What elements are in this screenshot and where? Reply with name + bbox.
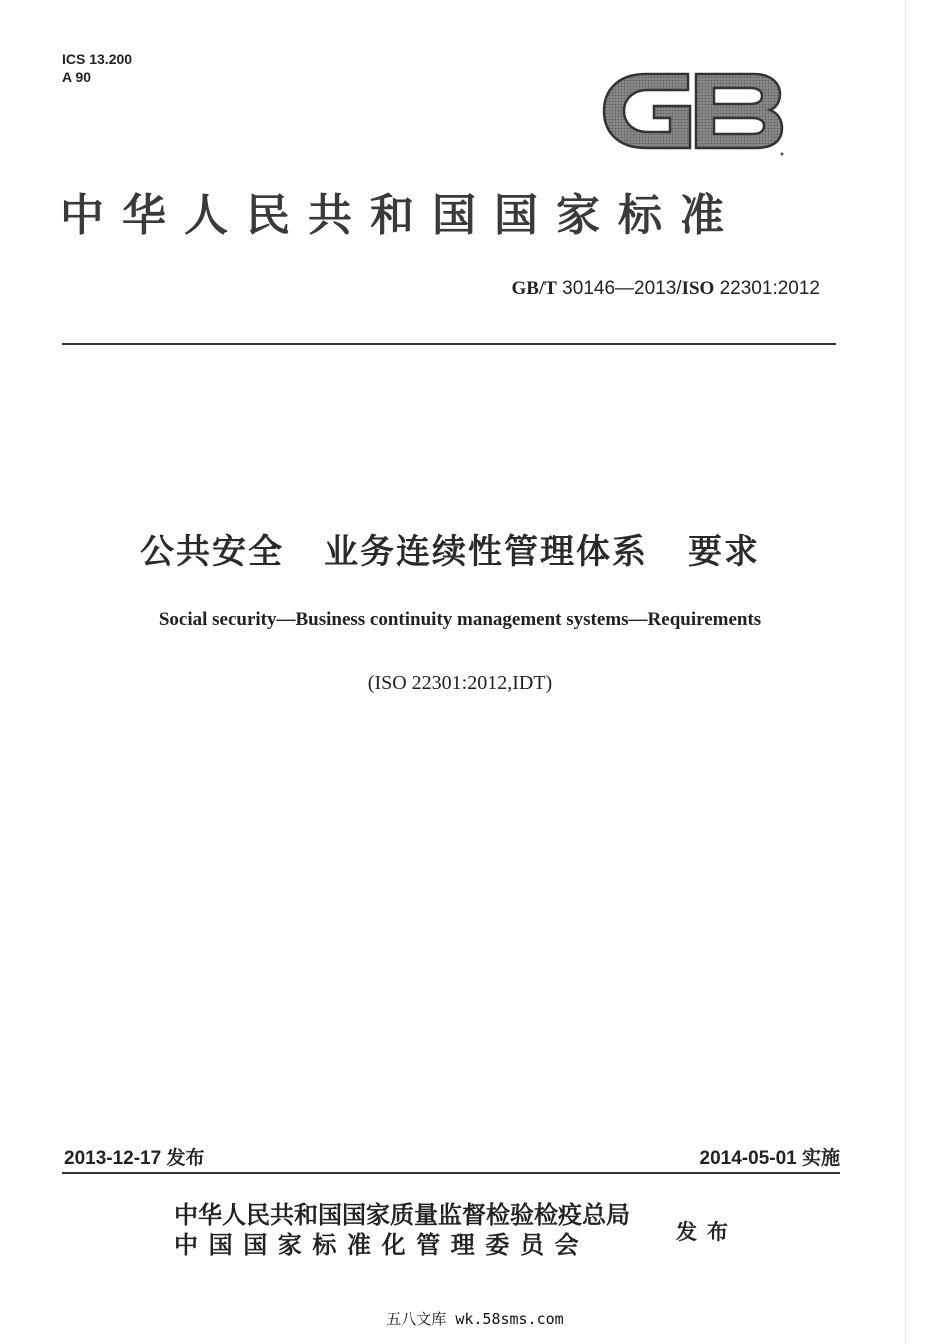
iso-equivalence-note: (ISO 22301:2012,IDT) xyxy=(367,672,553,694)
title-chinese xyxy=(60,524,840,573)
standard-number xyxy=(440,278,820,300)
title-cn-part1: 公共安全 xyxy=(140,532,284,572)
issuing-authorities xyxy=(174,1200,664,1260)
issue-date: 2013-12-17 发布 xyxy=(64,1148,205,1169)
gb-standard-logo xyxy=(596,64,786,158)
iso-number-value: 22301:2012 xyxy=(714,278,820,299)
footer-divider xyxy=(62,1172,840,1174)
issuer-sac: 中国国家标准化管理委员会 xyxy=(174,1231,590,1259)
ics-classification xyxy=(62,50,132,86)
title-english: Social security—Business continuity management systems—Requirements xyxy=(158,609,762,630)
standard-prefix: GB/T xyxy=(511,278,557,299)
ccs-code: A 90 xyxy=(62,69,92,85)
site-watermark: 五八文库 wk.58sms.com xyxy=(386,1310,564,1328)
national-standard-title: 中华人民共和国国家标准 xyxy=(60,190,742,241)
implementation-date: 2014-05-01 实施 xyxy=(699,1148,840,1169)
title-cn-part2: 业务连续性管理体系 xyxy=(324,532,648,572)
issuer-aqsiq: 中华人民共和国国家质量监督检验检疫总局 xyxy=(174,1201,630,1229)
ics-code: ICS 13.200 xyxy=(62,51,133,67)
title-cn-part3: 要求 xyxy=(688,532,760,572)
standard-number-value: 30146—2013/ xyxy=(556,278,682,299)
scan-edge-line xyxy=(905,0,906,1344)
iso-prefix: ISO xyxy=(681,278,715,299)
header-divider xyxy=(62,343,836,345)
publish-label: 发布 xyxy=(676,1220,738,1244)
